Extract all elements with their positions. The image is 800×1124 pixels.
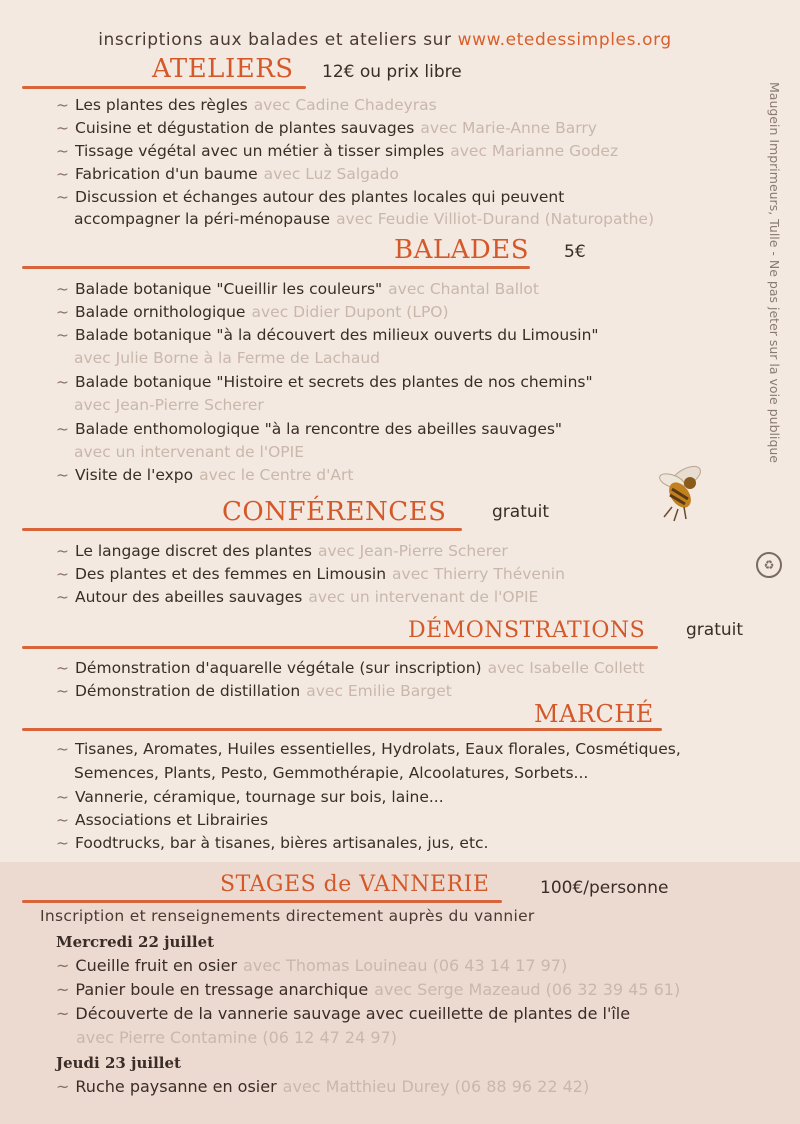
list-item: ~ Démonstration de distillation avec Emilie Barget [56, 682, 452, 700]
list-item-continued: Semences, Plants, Pesto, Gemmothérapie, Alcoolatures, Sorbets... [74, 764, 589, 782]
list-item: ~ Foodtrucks, bar à tisanes, bières artisanales, jus, etc. [56, 834, 489, 852]
marche-heading: MARCHÉ [534, 700, 654, 728]
list-item: ~ Associations et Librairies [56, 811, 269, 829]
ateliers-price: 12€ ou prix libre [322, 62, 462, 82]
bee-icon [650, 455, 710, 525]
list-item-who: avec un intervenant de l'OPIE [74, 443, 304, 461]
list-item: ~ Le langage discret des plantes avec Jean-Pierre Scherer [56, 542, 508, 560]
ateliers-rule [22, 86, 306, 89]
demonstrations-price: gratuit [686, 620, 744, 640]
list-item-continued: accompagner la péri-ménopause avec Feudie Villiot-Durand (Naturopathe) [74, 210, 654, 228]
list-item: ~ Découverte de la vannerie sauvage avec cueillette de plantes de l'île [56, 1004, 631, 1023]
list-item: ~ Discussion et échanges autour des plantes locales qui peuvent [56, 188, 565, 206]
registration-line [0, 30, 770, 50]
recycle-logo-icon: ♻ [756, 552, 782, 578]
list-item: ~ Vannerie, céramique, tournage sur bois, laine... [56, 788, 444, 806]
list-item: ~ Balade botanique "à la découvert des milieux ouverts du Limousin" [56, 326, 599, 344]
balades-price: 5€ [564, 242, 586, 262]
list-item: ~ Cueille fruit en osier avec Thomas Louineau (06 43 14 17 97) [56, 956, 568, 975]
list-item: ~ Fabrication d'un baume avec Luz Salgado [56, 165, 399, 183]
printer-side-text: Maugein Imprimeurs, Tulle - Ne pas jeter sur la voie publique [767, 82, 782, 463]
demonstrations-heading: DÉMONSTRATIONS [408, 618, 646, 643]
marche-rule [22, 728, 662, 731]
list-item-who: avec Jean-Pierre Scherer [74, 396, 264, 414]
conferences-heading: CONFÉRENCES [222, 497, 447, 527]
stages-rule [22, 900, 502, 903]
stages-subtitle: Inscription et renseignements directement auprès du vannier [40, 907, 535, 925]
list-item: ~ Les plantes des règles avec Cadine Chadeyras [56, 96, 437, 114]
list-item-who: avec Julie Borne à la Ferme de Lachaud [74, 349, 380, 367]
registration-text: inscriptions aux balades et ateliers sur [98, 30, 452, 50]
list-item: ~ Démonstration d'aquarelle végétale (sur inscription) avec Isabelle Collett [56, 659, 645, 677]
list-item: ~ Cuisine et dégustation de plantes sauvages avec Marie-Anne Barry [56, 119, 597, 137]
list-item: ~ Visite de l'expo avec le Centre d'Art [56, 466, 354, 484]
stages-heading: STAGES de VANNERIE [220, 872, 490, 897]
conferences-rule [22, 528, 462, 531]
list-item: ~ Tissage végétal avec un métier à tisser simples avec Marianne Godez [56, 142, 619, 160]
list-item: ~ Balade enthomologique "à la rencontre des abeilles sauvages" [56, 420, 563, 438]
balades-heading: BALADES [394, 235, 530, 265]
list-item: ~ Balade ornithologique avec Didier Dupont (LPO) [56, 303, 449, 321]
demonstrations-rule [22, 646, 658, 649]
day-heading: Jeudi 23 juillet [56, 1054, 181, 1072]
list-item: ~ Balade botanique "Histoire et secrets des plantes de nos chemins" [56, 373, 593, 391]
list-item: ~ Panier boule en tressage anarchique avec Serge Mazeaud (06 32 39 45 61) [56, 980, 681, 999]
list-item: ~ Balade botanique "Cueillir les couleurs" avec Chantal Ballot [56, 280, 539, 298]
balades-rule [22, 266, 530, 269]
ateliers-heading: ATELIERS [152, 54, 294, 84]
list-item: ~ Tisanes, Aromates, Huiles essentielles, Hydrolats, Eaux florales, Cosmétiques, [56, 740, 681, 758]
list-item: ~ Des plantes et des femmes en Limousin avec Thierry Thévenin [56, 565, 565, 583]
list-item-who: avec Pierre Contamine (06 12 47 24 97) [76, 1028, 397, 1047]
stages-price: 100€/personne [540, 878, 669, 898]
day-heading: Mercredi 22 juillet [56, 933, 215, 951]
list-item: ~ Ruche paysanne en osier avec Matthieu Durey (06 88 96 22 42) [56, 1077, 590, 1096]
website-link[interactable]: www.etedessimples.org [457, 30, 672, 50]
conferences-price: gratuit [492, 502, 550, 522]
list-item: ~ Autour des abeilles sauvages avec un intervenant de l'OPIE [56, 588, 539, 606]
